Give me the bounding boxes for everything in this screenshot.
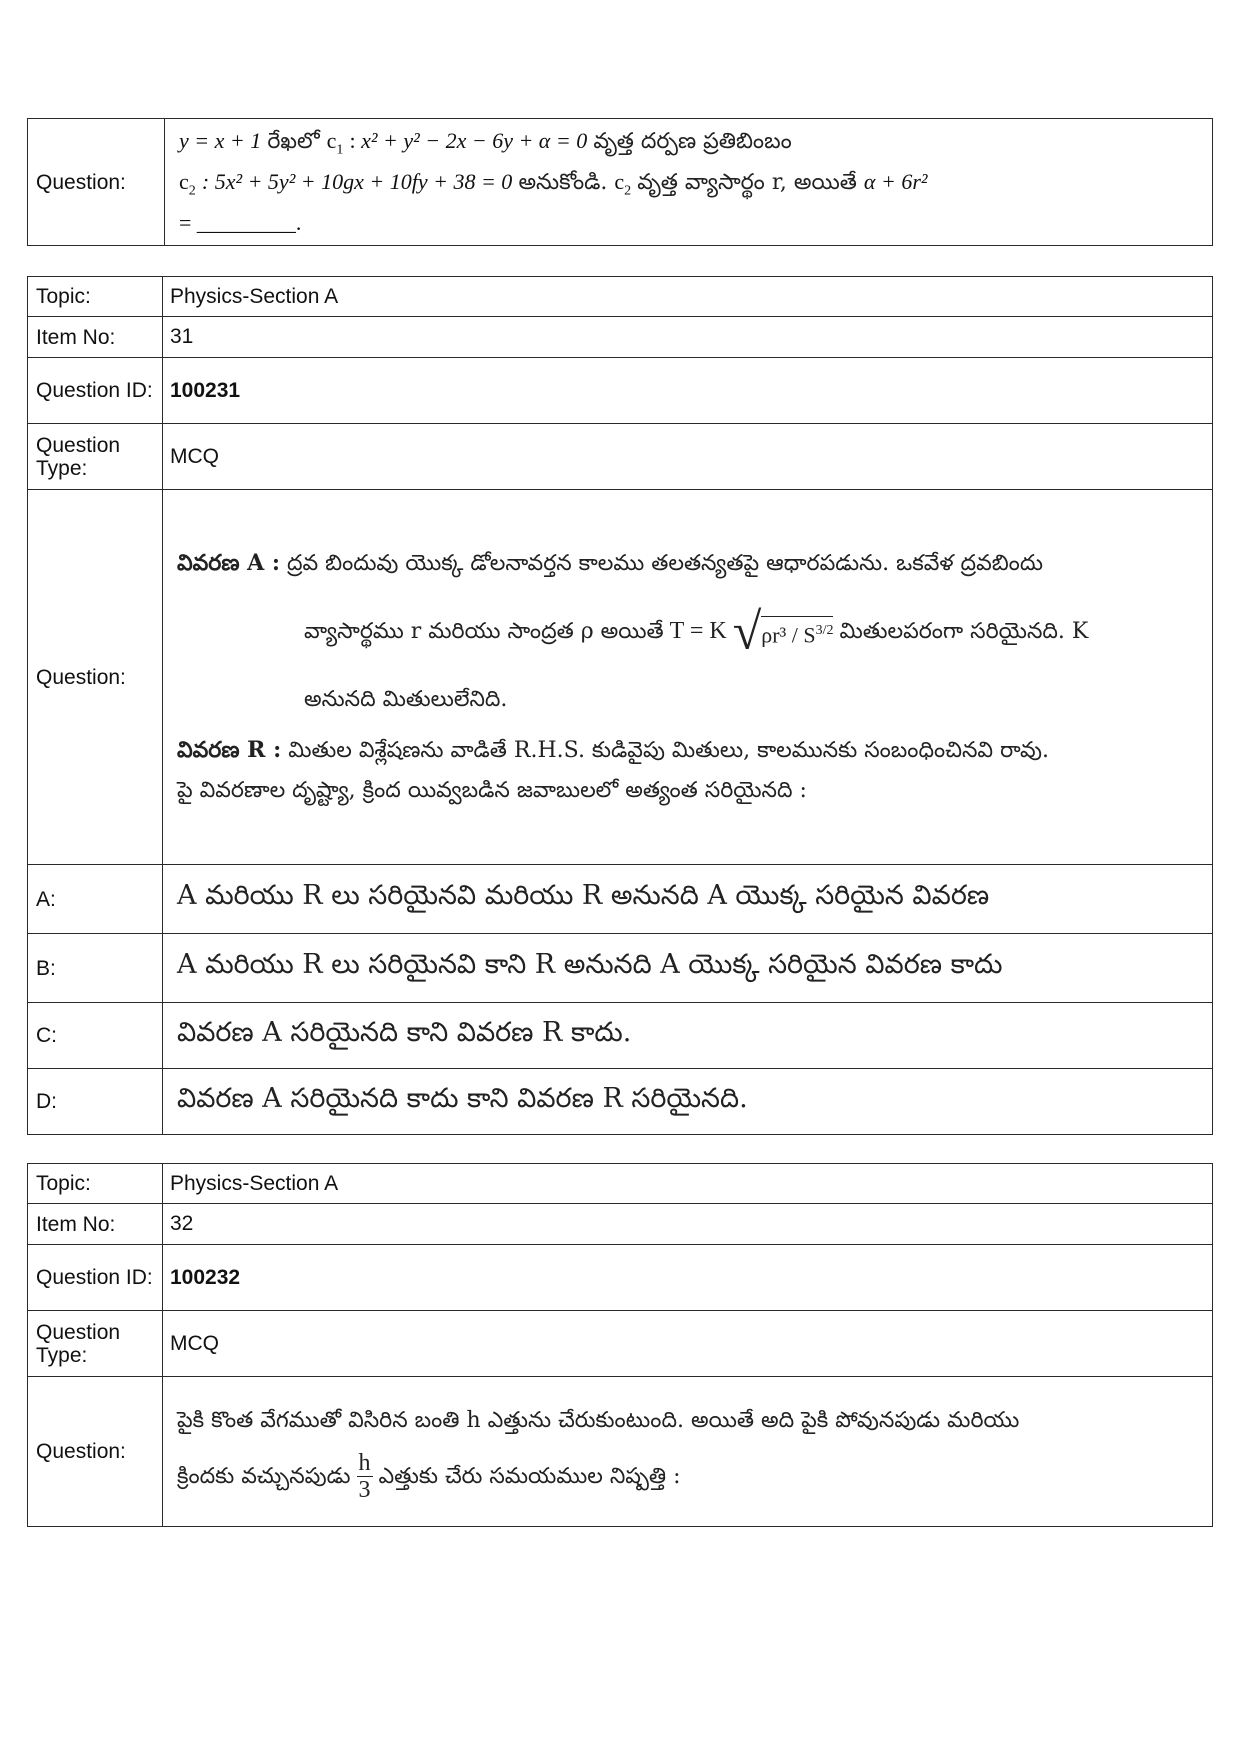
statement-a-heading: వివరణ A : — [177, 550, 281, 576]
question-32-table — [27, 1163, 1213, 1527]
question-label: Question: — [28, 1377, 163, 1527]
question-line: ఎత్తుకు చేరు సమయముల నిష్పత్తి : — [378, 1463, 681, 1489]
formula — [669, 603, 834, 661]
formula-denominator: S — [803, 622, 816, 648]
radicand: $\rho r^3 / S^{3/2}$ — [761, 616, 833, 649]
option-a-text: A మరియు R లు సరియైనవి మరియు R అనునది A యొక్క సరియైన వివరణ — [163, 865, 1213, 934]
expression: α + 6r² — [863, 169, 928, 194]
item-no-label: Item No: — [28, 1204, 163, 1245]
fraction-numerator: h — [358, 1450, 371, 1476]
circle-name: $c_2$ — [614, 169, 632, 199]
question-id-label: Question ID: — [28, 358, 163, 424]
fraction-denominator: 3 — [358, 1477, 371, 1503]
instruction-text: పై వివరణాల దృష్ట్యా, క్రింద యివ్వబడిన జవాబులలో అత్యంత సరియైనది : — [177, 778, 807, 803]
statement-a-text: ద్రవ బిందువు యొక్క డోలనావర్తన కాలము తలతన్యతపై ఆధారపడును. ఒకవేళ ద్రవబిందు — [280, 551, 1043, 576]
question-id-value: 100231 — [163, 358, 1213, 424]
question-type-label: Question Type: — [28, 1311, 163, 1377]
prev-question-table — [27, 118, 1213, 246]
text-fragment: వృత్త వ్యాసార్థం r, అయితే — [637, 170, 864, 195]
question-text — [163, 1377, 1213, 1527]
question-type-value: MCQ — [163, 424, 1213, 490]
question-text — [165, 119, 1213, 246]
statement-a-text: అనునది మితులులేనిది. — [304, 687, 508, 712]
question-label: Question: — [28, 490, 163, 865]
item-no-label: Item No: — [28, 317, 163, 358]
text-fragment: రేఖలో — [267, 128, 327, 154]
circle-equation: x² + y² − 2x − 6y + α = 0 — [361, 127, 588, 153]
circle-equation: : 5x² + 5y² + 10gx + 10fy + 38 = 0 — [201, 169, 513, 194]
question-line: క్రిందకు వచ్చునపుడు — [177, 1463, 351, 1489]
text-fragment: వృత్త దర్పణ ప్రతిబింబం — [593, 128, 792, 154]
topic-value: Physics-Section A — [163, 1164, 1213, 1204]
option-b-text: A మరియు R లు సరియైనవి కాని R అనునది A యొక్క సరియైన వివరణ కాదు — [163, 934, 1213, 1003]
question-type-label: Question Type: — [28, 424, 163, 490]
item-no-value: 32 — [163, 1204, 1213, 1245]
eq-line: y = x + 1 — [179, 127, 262, 153]
item-no-value: 31 — [163, 317, 1213, 358]
circle-name: $c_2$ — [179, 169, 196, 199]
blank-line: = _________. — [179, 210, 302, 236]
circle-name: $c_1$ — [326, 127, 344, 157]
colon: : — [349, 127, 362, 153]
statement-r-heading: వివరణ R : — [177, 737, 282, 763]
fraction — [357, 1450, 373, 1503]
question-31-table — [27, 276, 1213, 1135]
question-type-value: MCQ — [163, 1311, 1213, 1377]
topic-label: Topic: — [28, 1164, 163, 1204]
statement-a-text: మితులపరంగా సరియైనది. K — [839, 619, 1089, 644]
formula-lhs: T = K — [669, 618, 727, 645]
statement-r-text: మితుల విశ్లేషణను వాడితే R.H.S. కుడివైపు మితులు, కాలమునకు సంబంధించినవి రావు. — [281, 738, 1049, 763]
option-d-text: వివరణ A సరియైనది కాదు కాని వివరణ R సరియైనది. — [163, 1069, 1213, 1135]
topic-label: Topic: — [28, 277, 163, 317]
text-fragment: అనుకోండి. — [518, 170, 615, 195]
statement-a-text: వ్యాసార్థము r మరియు సాంద్రత ρ అయితే — [304, 619, 664, 644]
question-id-label: Question ID: — [28, 1245, 163, 1311]
question-line: పైకి కొంత వేగముతో విసిరిన బంతి h ఎత్తును చేరుకుంటుంది. అయితే అది పైకి పోవునపుడు మరియు — [177, 1408, 1020, 1433]
option-c-label: C: — [28, 1003, 163, 1069]
formula-numerator: ρr³ — [761, 622, 787, 648]
sqrt-icon: √ — [732, 603, 762, 661]
question-label: Question: — [28, 119, 165, 246]
question-id-value: 100232 — [163, 1245, 1213, 1311]
formula-exponent: 3/2 — [815, 623, 834, 639]
option-a-label: A: — [28, 865, 163, 934]
option-d-label: D: — [28, 1069, 163, 1135]
topic-value: Physics-Section A — [163, 277, 1213, 317]
option-c-text: వివరణ A సరియైనది కాని వివరణ R కాదు. — [163, 1003, 1213, 1069]
option-b-label: B: — [28, 934, 163, 1003]
question-text — [163, 490, 1213, 865]
